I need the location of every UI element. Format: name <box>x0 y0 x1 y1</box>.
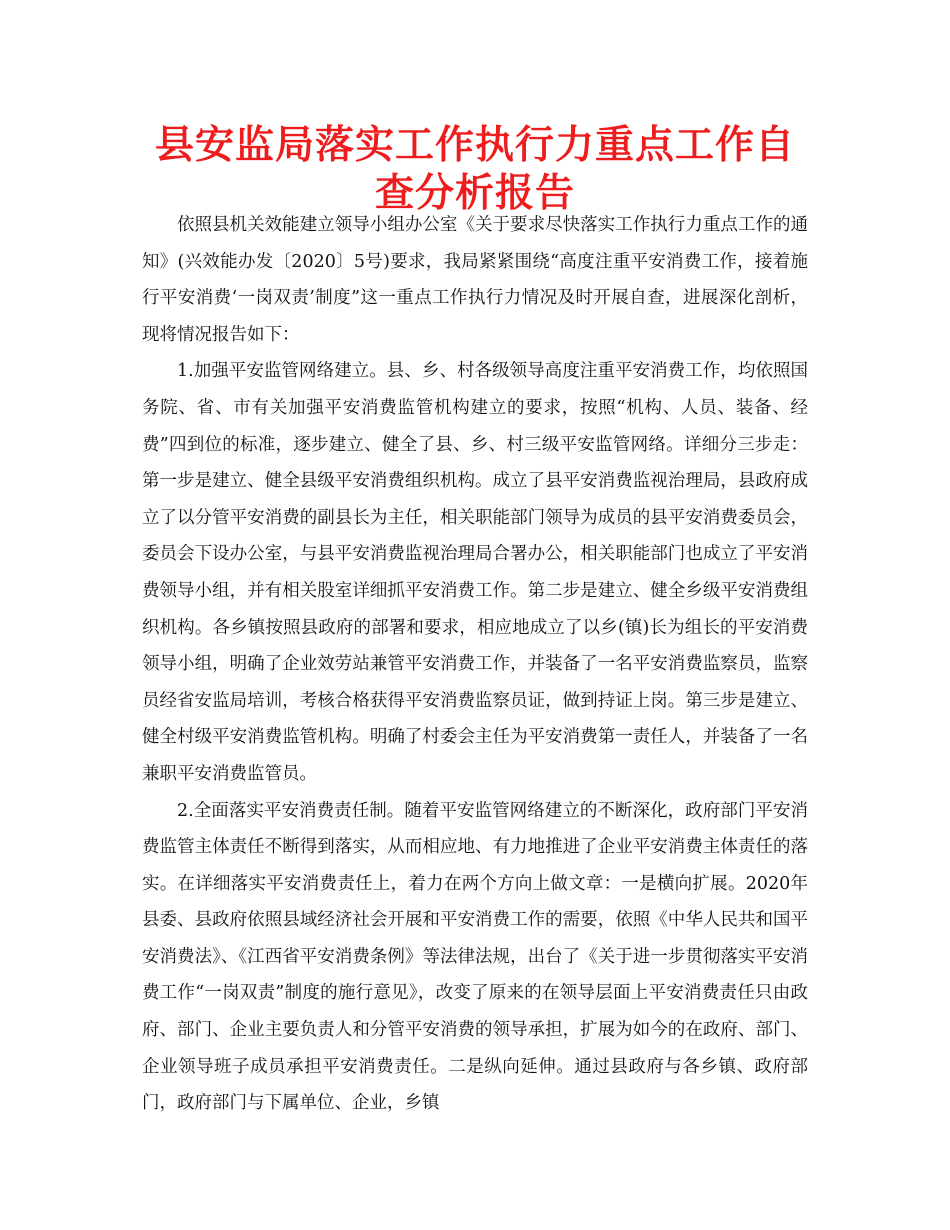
document-body <box>142 207 808 1122</box>
paragraph-section-2: 2.全面落实平安消费责任制。随着平安监管网络建立的不断深化，政府部门平安消费监管主体责任不断得到落实，从而相应地、有力地推进了企业平安消费主体责任的落实。在详细落实平安消费责任上，着力在两个方向上做文章：一是横向扩展。2020年县委、县政府依照县域经济社会开展和平安消费工作的需要，依照《中华人民共和国平安消费法》、《江西省平安消费条例》等法律法规，出台了《关于进一步贯彻落实平安消费工作“一岗双责”制度的施行意见》，改变了原来的在领导层面上平安消费责任只由政府、部门、企业主要负责人和分管平安消费的领导承担，扩展为如今的在政府、部门、企业领导班子成员承担平安消费责任。二是纵向延伸。通过县政府与各乡镇、政府部门，政府部门与下属单位、企业，乡镇 <box>142 800 808 1114</box>
paragraph-intro: 依照县机关效能建立领导小组办公室《关于要求尽快落实工作执行力重点工作的通知》(兴效能办发〔2020〕5号)要求，我局紧紧围绕“高度注重平安消费工作，接着施行平安消费‘一岗双责’制度”这一重点工作执行力情况及时开展自查，进展深化剖析，现将情况报告如下： <box>142 215 808 345</box>
paragraph-section-1: 1.加强平安监管网络建立。县、乡、村各级领导高度注重平安消费工作，均依照国务院、省、市有关加强平安消费监管机构建立的要求，按照“机构、人员、装备、经费”四到位的标准，逐步建立、健全了县、乡、村三级平安监管网络。详细分三步走：第一步是建立、健全县级平安消费组织机构。成立了县平安消费监视治理局，县政府成立了以分管平安消费的副县长为主任，相关职能部门领导为成员的县平安消费委员会，委员会下设办公室，与县平安消费监视治理局合署办公，相关职能部门也成立了平安消费领导小组，并有相关股室详细抓平安消费工作。第二步是建立、健全乡级平安消费组织机构。各乡镇按照县政府的部署和要求，相应地成立了以乡(镇)长为组长的平安消费领导小组，明确了企业效劳站兼管平安消费工作，并装备了一名平安消费监察员，监察员经省安监局培训，考核合格获得平安消费监察员证，做到持证上岗。第三步是建立、健全村级平安消费监管机构。明确了村委会主任为平安消费第一责任人，并装备了一名兼职平安消费监管员。 <box>142 361 808 784</box>
document-title: 县安监局落实工作执行力重点工作自查分析报告 <box>154 123 795 216</box>
